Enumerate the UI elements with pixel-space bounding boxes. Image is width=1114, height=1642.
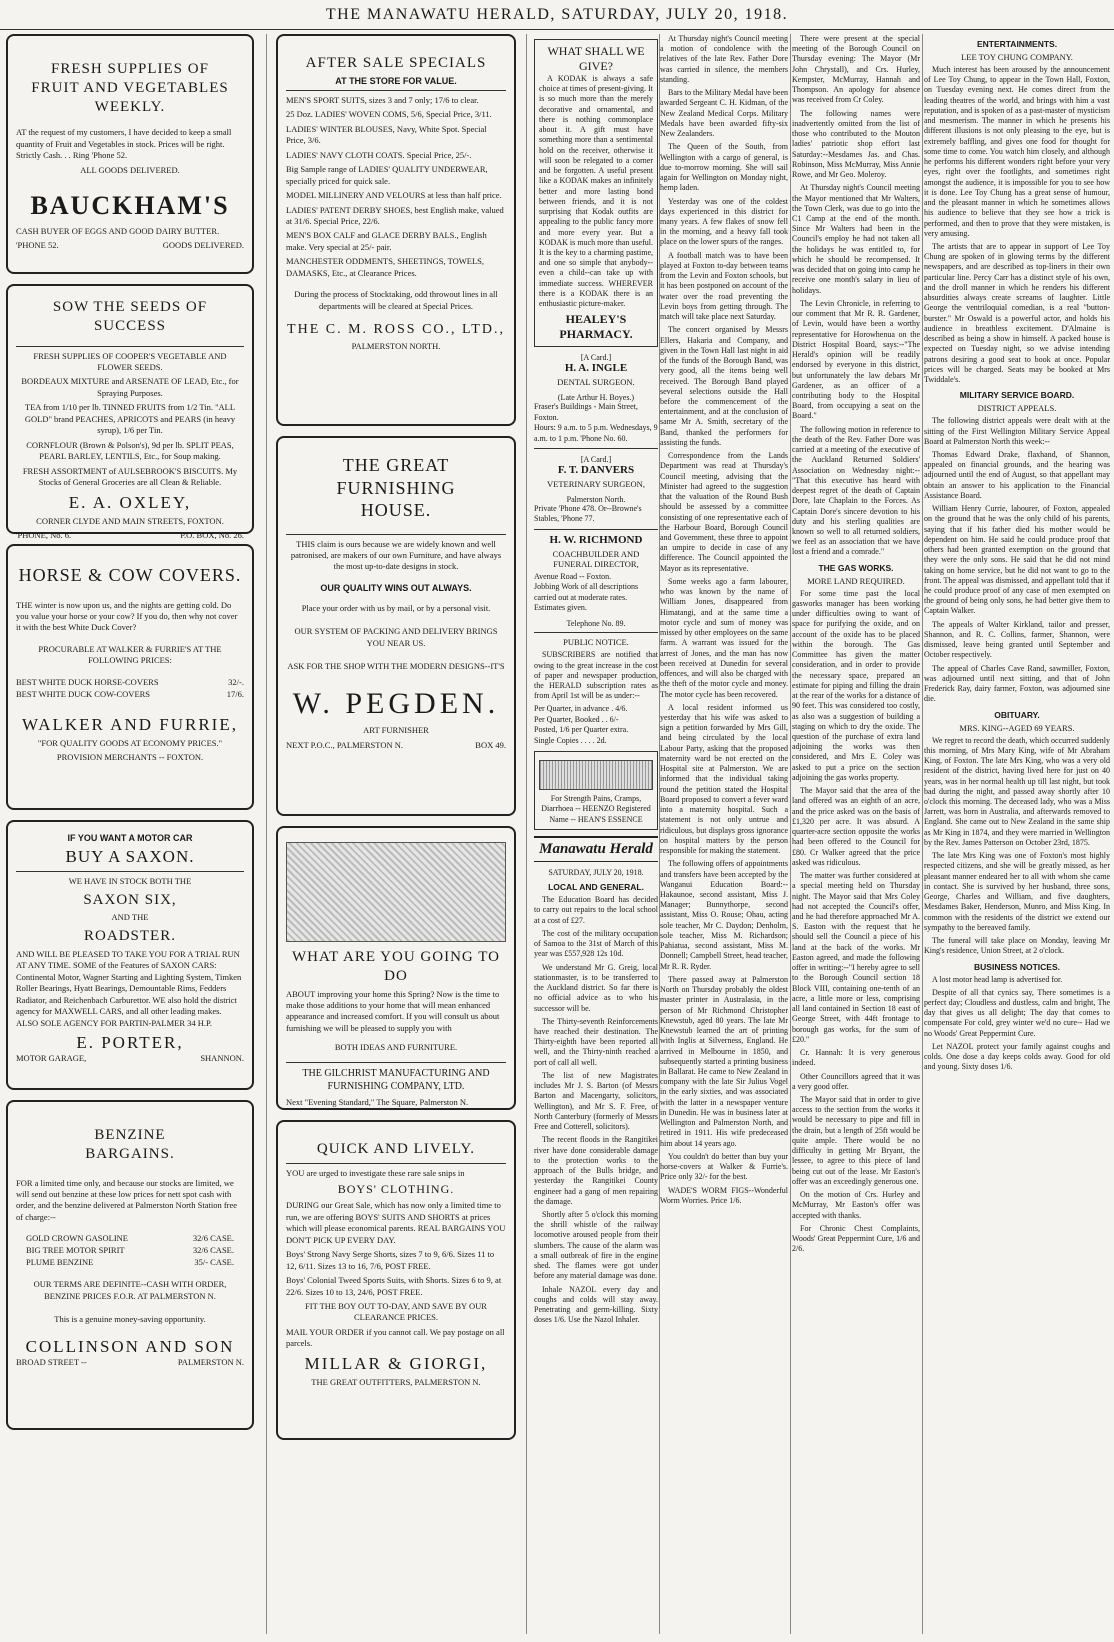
- benzine-price-2: 32/6 CASE.: [192, 1245, 234, 1256]
- pegden-ad: [276, 436, 516, 816]
- military-board-heading: MILITARY SERVICE BOARD.: [959, 390, 1075, 401]
- col5-para-4: The Levin Chronicle, in referring to our comment that Mr R. R. Gardener, of Levin, would have been a worthy representative for Horowhenua on the District Hospital Board, says:--"The Herald's opinion will be readily endorsed by everyone in this district, but unfortunately the law debars Mr Gardener, as an officer of a contributing body to the Hospital Board, from occupying a seat on the Board.": [792, 298, 920, 421]
- porter-saxon-ad: [6, 820, 254, 1090]
- oxley-phone: 'PHONE, No. 6.: [16, 530, 72, 541]
- benzine-terms: OUR TERMS ARE DEFINITE--CASH WITH ORDER, BENZINE PRICES F.O.R. AT PALMERSTON N.: [33, 1279, 227, 1301]
- local-news-4: The Thirty-seventh Reinforcements have reached their destination. The Thirty-eighth have been reported all well, and the Thirty-ninth reached a port of call all well.: [534, 1016, 658, 1067]
- covers-title: HORSE & COW COVERS.: [18, 565, 242, 585]
- fruit-title: FRESH SUPPLIES OF FRUIT AND VEGETABLES WEEKLY.: [31, 61, 229, 115]
- col4-para-6: The concert organised by Messrs Ellers, Hakaria and Company, and given in the Town Hall last night in aid of the funds of the Borough Band, was very good, all the items being well received. The Borough Band played several selections outside the Hall before the commencement of the entertainment, and at the conclusion of same Mr A. Smith, secretary of the Band, thanked the performers for assisting the funds.: [660, 325, 788, 447]
- millar-title: QUICK AND LIVELY.: [316, 1141, 476, 1157]
- richmond-trade: COACHBUILDER AND FUNERAL DIRECTOR,: [552, 548, 640, 569]
- column-1: [6, 34, 254, 1634]
- gilchrist-title: WHAT ARE YOU GOING TO DO: [292, 949, 500, 984]
- ross-line-6: MODEL MILLINERY AND VELOURS at less than half price.: [286, 190, 502, 201]
- richmond-address: Avenue Road -- Foxton.: [534, 571, 612, 581]
- porter-town: SHANNON.: [200, 1052, 244, 1063]
- col6-para-3: The following district appeals were dealt with at the sitting of the First Wellington Military Service Appeal Board at Palmerston North this week:--: [924, 416, 1110, 446]
- ross-line-9: MANCHESTER ODDMENTS, SHEETINGS, TOWELS, DAMASKS, Etc., at Clearance Prices.: [286, 256, 485, 278]
- ross-line-3: LADIES' WINTER BLOUSES, Navy, White Spot. Special Price, 3/6.: [286, 123, 487, 146]
- porter-garage: MOTOR GARAGE,: [16, 1052, 87, 1063]
- millar-name: MILLAR & GIORGI,: [304, 1353, 488, 1373]
- col6-para-5: William Henry Currie, labourer, of Foxton, appealed on the ground that he was the only child of his parents, saying that if his father died his mother would be dependent on him. He said he could produce proof that others had been granted exemption on the ground that they were the only sons. He said that he did not mind taking on home service, but he did not want to go to the front. The appeal was dismissed, and appellant told that if he could produce proof of any case of men exempted on the ground of being only sons, he had better give them to Captain Walker.: [924, 504, 1110, 616]
- col5-para-9: Cr. Hannah: It is very generous indeed.: [792, 1048, 920, 1068]
- danvers-name: F. T. DANVERS: [557, 463, 635, 476]
- covers-price-2: 17/6.: [226, 688, 244, 699]
- col5-para-7: The Mayor said that the area of the land offered was an eighth of an acre, and the price asked was on the basis of £1,320 per acre. It was absurd. A quarter-acre section opposite the works had been offered to the Council for £80. Cr Walker agreed that the price asked was ridiculous.: [792, 786, 920, 867]
- gilchrist-name: THE GILCHRIST MANUFACTURING AND FURNISHING COMPANY, LTD.: [302, 1067, 490, 1093]
- column-5: [792, 34, 920, 1634]
- pegden-quality: OUR QUALITY WINS OUT ALWAYS.: [320, 582, 472, 593]
- column-6: [924, 34, 1110, 1634]
- millar-giorgi-ad: [276, 1120, 516, 1440]
- bauckham-phone: 'PHONE 52.: [16, 240, 59, 251]
- ingle-card-label: [A Card.]: [580, 353, 612, 363]
- millar-tag: THE GREAT OUTFITTERS, PALMERSTON N.: [311, 1376, 481, 1387]
- pegden-address: NEXT P.O.C., PALMERSTON N.: [286, 739, 403, 750]
- oxley-box: P.O. BOX, No. 26.: [180, 530, 244, 541]
- covers-price-1: 32/-.: [228, 676, 244, 687]
- millar-fit: FIT THE BOY OUT TO-DAY, AND SAVE BY OUR CLEARANCE PRICES.: [305, 1300, 487, 1323]
- benzine-price-3: 35/- CASE.: [194, 1257, 234, 1268]
- col4-para-11: There passed away at Palmerston North on Thursday probably the oldest master printer in Australasia, in the person of Mr Richmond Christopher Knewstub, aged 80 years. The late Mr Knewstub learned the art of printing with Inglis at Silverness, England. He arrived in Melbourne in 1850, and subsequently started a printing business in Ballarat. He came to New Zealand in company with the late Sir Julius Vogel in the early sixties, and was associated with the latter in a newspaper venture in Dunedin. He was in business later at Wellington and Palmerston North, and retired in 1911. His wife predeceased him about 14 years ago.: [660, 974, 788, 1148]
- seeds-title: SOW THE SEEDS OF SUCCESS: [52, 299, 208, 334]
- obituary-heading: OBITUARY.: [994, 709, 1040, 720]
- masthead: THE MANAWATU HERALD, SATURDAY, JULY 20, 1918.: [0, 0, 1114, 30]
- col6-para-9: The late Mrs King was one of Foxton's most highly respected citizens, and she will be greatly missed, as her pleasant manner endeared her to all with whom she came in contact. She is survived by her husband, three sons, George, Charles and William, and five daughters, Mesdames Baker, Henderson, Munro, and Miss King. In common with the residents of the district we extend our sympathy to the bereaved family.: [924, 851, 1110, 932]
- fruit-delivered: ALL GOODS DELIVERED.: [80, 164, 180, 175]
- col6-para-10: The funeral will take place on Monday, leaving Mr King's residence, Union Street, at 2 o'clock.: [924, 936, 1110, 956]
- collinson-street: BROAD STREET --: [16, 1357, 87, 1368]
- col4-para-12: You couldn't do better than buy your horse-covers at Walker & Furrie's. Price only 32/- for the best.: [660, 1151, 788, 1182]
- mrs-king-subheading: MRS. KING--AGED 69 YEARS.: [959, 722, 1075, 733]
- local-news-1: The Education Board has decided to carry out repairs to the local school at a cost of £27.: [534, 895, 658, 925]
- richmond-phone: Telephone No. 89.: [566, 619, 626, 629]
- pegden-order: Place your order with us by mail, or by a personal visit.: [301, 602, 491, 613]
- paper-flag: Manawatu Herald: [534, 836, 658, 862]
- benzine-body: FOR a limited time only, and because our stocks are limited, we will send out benzine at these low prices for nett spot cash with order, and the benzine delivered at Palmerston North Station free of charge:--: [16, 1177, 238, 1222]
- covers-item-1: BEST WHITE DUCK HORSE-COVERS: [16, 676, 159, 687]
- danvers-phone: Private 'Phone 478. Or--Browne's Stables, 'Phone 77.: [534, 503, 642, 524]
- walker-furrie-merchants: PROVISION MERCHANTS -- FOXTON.: [56, 752, 204, 763]
- col5-para-2: The following names were inadvertently omitted from the list of those who contributed to the Mouton ladies' patriotic shop effort last Saturday:--Mesdames Jas. and Chas. Robinson, Miss McMurray, Miss Annie Rowe, and Mr Geo. Moleroy.: [792, 108, 920, 180]
- ingle-late: (Late Arthur H. Boyes.): [557, 393, 635, 403]
- col5-para-11: The Mayor said that in order to give access to the section from the works it would be necessary to pipe and fill in the drain, but a length of 25ft would be quite ample. There would be no difficulty in getting Mr Bryant, the lessee, to agree to this piece of land being cut out of the lease. Mr Easton's offer was an exceedingly generous one.: [792, 1094, 920, 1186]
- gilchrist-body: ABOUT improving your home this Spring? Now is the time to make those additions to your home that will mean enhanced appearance and increased comfort. If you will consult us about furnishing we will be pleased to supply you with: [286, 988, 500, 1033]
- porter-name: E. PORTER,: [76, 1032, 184, 1052]
- benzine-title-2: BARGAINS.: [85, 1145, 175, 1162]
- millar-line-2: Boys' Strong Navy Serge Shorts, sizes 7 to 9, 6/6. Sizes 11 to 12, 6/11. Sizes 13 to 16, 7/6, POST FREE.: [286, 1249, 495, 1271]
- gilchrist-both: BOTH IDEAS AND FURNITURE.: [334, 1042, 458, 1053]
- col6-para-7: The appeal of Charles Cave Rand, sawmiller, Foxton, was adjourned until next sitting, and that of John Frederick Ray, dairy farmer, Foxton, was adjourned sine die.: [924, 663, 1110, 704]
- col4-para-9: A local resident informed us yesterday that his wife was asked to sign a petition forwarded by Mrs Gill, and being circulated by the local Labour Party, asking that the proposed maternity ward be not erected on the Hospital site at Palmerston. We are informed that the individual taking round the petition stated the Hospital Board proposed to convert a fever ward into a maternity hospital. Such a statement is not only untrue and ridiculous, but displays gross ignorance on hospital matters by the person responsible for making the statement.: [660, 702, 788, 856]
- benzine-title-1: BENZINE: [94, 1127, 166, 1143]
- danvers-card-label: [A Card.]: [580, 454, 612, 464]
- bauckham-ad: [6, 34, 254, 274]
- benzine-genuine: This is a genuine money-saving opportunity.: [54, 1313, 206, 1324]
- bauckham-name: BAUCKHAM'S: [30, 191, 230, 221]
- col6-para-1: Much interest has been aroused by the announcement of Lee Toy Chung, to appear in the Town Hall, Foxton, on Tuesday evening next. He comes direct from the leading theatres of the world, and brings with him a vast reputation, and is spoken of as a past-master of mysticism and mesmerism. The manner in which he presents his different illusions is not only pleasing to the eye, but is extremely baffling, and gives one food for thought for some time to come. You watch him closely, and although he performs his different wonders right before your very eyes, right over the footlights, and sometimes right amongst the audience, it is impossible for you to see how it is done. Lee Toy Chung has a great sense of humour, and the pleasant manner in which he sometimes allows his audience to believe that they see how a trick is performed, and then to prove that they were mistaken, is very amusing.: [924, 65, 1110, 238]
- lee-toy-subheading: LEE TOY CHUNG COMPANY.: [961, 52, 1073, 62]
- local-news-6: The recent floods in the Rangitikei river have done considerable damage to the protection works to the approach of the Bulls bridge, and yesterday the Rangitikei County engineer had a gang of men repairing the damage.: [534, 1135, 658, 1206]
- ross-title: AFTER SALE SPECIALS: [305, 55, 487, 71]
- col6-para-13: Let NAZOL protect your family against coughs and colds. One dose a day keeps colds away. Good for old and young. Sixty doses 1/6.: [924, 1041, 1110, 1072]
- col6-para-4: Thomas Edward Drake, flaxhand, of Shannon, appealed on financial grounds, and the hearing was adjourned until the end of August, so that appellant may obtain an answer to his application to the Financial Assistance Board.: [924, 449, 1110, 500]
- col5-para-6: For some time past the local gasworks manager has been working under difficulties owing to want of space for purifying the oxide, and on account of the oxide has to be placed within the borough. The Gas Committee has given the matter consideration, and in order to provide the necessary space, prepared an estimate for piping and filling the drain at the rear of the works for a distance of 90 feet. This was considered too costly, as also was a suggestion of building a staging on which to dry the oxide. The question of the purchase of extra land adjoining the works was then considered, and Mrs E. Coley was asked to put a price on the section adjoining the gas works property.: [792, 588, 920, 782]
- pegden-box: BOX 49.: [475, 739, 506, 750]
- district-appeals-subheading: DISTRICT APPEALS.: [977, 403, 1057, 414]
- benzine-item-3: PLUME BENZINE: [26, 1257, 94, 1268]
- col4-para-7: Correspondence from the Lands Department was read at Thursday's Council meeting, advising that the Minister had agreed to the suggestion that the valuation of the Round Bush should be assessed by a committee consisting of one representative each of the Harbour Board, Borough Council and Government, these three to appoint an umpire to decide in case of any difference. The Council appointed the Mayor as its representative.: [660, 451, 788, 573]
- column-4: [660, 34, 788, 1634]
- entertainments-heading: ENTERTAINMENTS.: [976, 39, 1058, 49]
- col4-para-10: The following offers of appointments and transfers have been accepted by the Wanganui Education Board:--Hakaunoe, second assistant, Miss J. Manager; Bunnythorpe, second assistant, Miss O. Rouse; Ohau, acting sole teacher, Mr C. Daydon; Denholm, sole teacher, Miss M. Richardson; Pahiatua, second assistant, Miss M. Donnell; Campbell Street, head teacher, Mr R. R. Ryder.: [660, 859, 788, 971]
- ross-name: THE C. M. ROSS CO., LTD.,: [287, 322, 505, 338]
- benzine-item-2: BIG TREE MOTOR SPIRIT: [26, 1245, 125, 1256]
- pegden-system: OUR SYSTEM OF PACKING AND DELIVERY BRINGS YOU NEAR US.: [294, 626, 498, 648]
- seeds-body-5: FRESH ASSORTMENT of AULSEBROOK'S BISCUITS. My Stocks of General Groceries are all Clean & Reliable.: [22, 465, 238, 488]
- gilchrist-address: Next "Evening Standard," The Square, Palmerston N.: [286, 1096, 469, 1107]
- richmond-body: Jobbing Work of all descriptions carried out at moderate rates. Estimates given.: [534, 582, 639, 612]
- seeds-body-1: FRESH SUPPLIES OF COOPER'S VEGETABLE AND FLOWER SEEDS.: [33, 350, 227, 372]
- col4-para-5: A football match was to have been played at Foxton to-day between teams from the Levin and Foxton schools, but it has been postponed on account of the water over the road preventing the Levin boys from getting through. The match will take place next Saturday.: [660, 250, 788, 322]
- col4-para-8: Some weeks ago a farm labourer, who was known by the name of William Jones, disappeared from Himatangi, and at the same time a motor cycle and sum of money was missed by other employees on the same farm. A warrant was issued for the arrest of Jones, and the man has now been received at Dunedin for several offences, and will also be charged with the theft of the motor cycle and money. The motor cycle has been recovered.: [660, 576, 788, 699]
- col5-para-13: For Chronic Chest Complaints, Woods' Great Peppermint Cure, 1/6 and 2/6.: [792, 1223, 920, 1254]
- danvers-trade: VETERINARY SURGEON,: [547, 478, 645, 489]
- column-3: [534, 34, 658, 1634]
- notice-rate-3: Posted, 1/6 per Quarter extra.: [534, 725, 629, 735]
- heenzo-text: For Strength Pains, Cramps, Diarrhoea -- HEENZO Registered Name -- HEAN'S ESSENCE: [541, 794, 651, 824]
- local-news-2: The cost of the military occupation of Samoa to the 31st of March of this year was £557,928 12s 10d.: [534, 928, 658, 959]
- column-2: [276, 34, 516, 1634]
- col4-para-1: At Thursday night's Council meeting a motion of condolence with the relatives of the late Rev. Father Dore was carried in silence, the members standing.: [660, 34, 788, 84]
- col6-para-11: A lost motor head lamp is advertised for.: [932, 974, 1063, 984]
- col6-para-2: The artists that are to appear in support of Lee Toy Chung are spoken of in glowing terms by the different newspapers, and are described as top-liners in their own particular line. Percy Carr has a distinct style of his own, and the droll manner in which he renders his different absurdities always create screams of laughter. Little George the ventriloquial comedian, is a real "button-burster." Mr Oswald is a powerful actor, and holds his audience in breathless excitement. D'Almaine is described as being a show in himself. A packed house is expected on Tuesday night, so we advise intending patrons desiring a good seat to book at once. Popular prices will be charged. Seats may be booked at Mrs Twiddale's.: [924, 241, 1110, 385]
- ross-line-4: LADIES' NAVY CLOTH COATS. Special Price, 25/-.: [286, 149, 472, 160]
- local-news-3: We understand Mr G. Greig, local stationmaster, is to be transferred to the Auckland district. So far there is no official advice as to who his successor will be.: [534, 962, 658, 1013]
- heenzo-bottle-image: [539, 760, 653, 790]
- pegden-ask: ASK FOR THE SHOP WITH THE MODERN DESIGNS--IT'S: [287, 661, 505, 672]
- collinson-ad: [6, 1100, 254, 1430]
- more-land-subheading: MORE LAND REQUIRED.: [807, 575, 905, 586]
- col6-para-12: Despite of all that cynics say, There sometimes is a perfect day; Cloudless and dustless, calm and bright, The day that gives us all delight; The day that comes to compensate For cold, grey winter we'd no cure-- Had we no Woods' Great Peppermint Cure.: [924, 987, 1110, 1038]
- heenzo-ad: [534, 751, 658, 830]
- collinson-name: COLLINSON AND SON: [25, 1337, 235, 1357]
- ross-sub: AT THE STORE FOR VALUE.: [335, 75, 457, 86]
- benzine-item-1: GOLD CROWN GASOLINE: [26, 1233, 128, 1244]
- kodak-body: A KODAK is always a safe choice at times of present-giving. It is so much more than the merely decorative and ornamental, and there is nothing commonplace about it. A gift must have something more than a sentimental hold on the receiver, otherwise it will soon be relegated to a corner and be forgotten. A useful present like a KODAK makes an infinitely better and more lasting bond between friends, and it is not surprising that Kodak outfits are appealing to the public fancy more and more every year. But a KODAK is much more than useful. It is the key to a charming pastime, and one so simple that anybody--even a child--can take up with immediate success. WHEREVER there is a KODAK there is an enthusiastic picture-maker.: [539, 74, 653, 309]
- gas-works-heading: THE GAS WORKS.: [818, 562, 894, 573]
- saxon-pre: IF YOU WANT A MOTOR CAR: [67, 833, 193, 843]
- saxon-six: SAXON SIX,: [83, 891, 177, 908]
- healey-name: HEALEY'S PHARMACY.: [559, 312, 633, 342]
- col6-para-6: The appeals of Walter Kirkland, tailor and presser, Shannon, and R. C. Collins, farmer, Shannon, were dismissed, leave being granted until September and October respectively.: [924, 619, 1110, 660]
- col5-para-5: The following motion in reference to the death of the Rev. Father Dore was carried at a meeting of the executive of the Auckland Returned Soldiers' Association on Wednesday night:--"That this executive has heard with deepest regret of the death of Captain Dore, late Chaplain to the Forces. As Captain Dore's sincere devotion to his duty and his sterling qualities are known so well to all returned soldiers, we feel as an association that we have lost a friend and a comrade.": [792, 424, 920, 557]
- col5-para-1: There were present at the special meeting of the Borough Council on Thursday evening: The Mayor (Mr John Chrystall), and Crs. Hurley, Kempster, McMurray, Hannah and Thompson. An apology for absence was received from Cr Coley.: [792, 34, 920, 105]
- collinson-town: PALMERSTON N.: [177, 1357, 244, 1368]
- saxon-body: AND WILL BE PLEASED TO TAKE YOU FOR A TRIAL RUN AT ANY TIME. SOME of the Features of SAXON CARS: Continental Motor, Wagner Starting and Lighting System, Timken Roller Bearings, Hyatt Bearings, Demountable Rims, Fedders Radiator, and Reichenbach Carburettor. WE also hold the district agency for MAXWELL CARS, and all other leading makes. ALSO SOLE AGENCY FOR PARTIN-PALMER 34 H.P.: [16, 948, 242, 1028]
- local-news-7: Shortly after 5 o'clock this morning the shrill whistle of the railway locomotive aroused people from their slumbers. The cause of the alarm was a small outbreak of fire in the engine shed. The flames were got under before any material damage was done.: [534, 1210, 658, 1281]
- pegden-title: THE GREAT FURNISHING HOUSE.: [336, 455, 456, 520]
- col4-para-4: Yesterday was one of the coldest days experienced in this district for many years. A few flakes of snow fell in the morning, and a heavy fall took place on the lower spurs of the ranges.: [660, 196, 788, 247]
- saxon-title: BUY A SAXON.: [65, 847, 195, 866]
- gilchrist-ad: [276, 826, 516, 1110]
- millar-line-1: DURING our Great Sale, which has now only a limited time to run, we are offering BOYS' SUITS AND SHORTS at prices which will please economical parents. REAL BARGAINS YOU DON'T PICK UP EVERY DAY.: [286, 1200, 506, 1245]
- seeds-body-3: TEA from 1/10 per lb. TINNED FRUITS from 1/2 Tin. "ALL GOLD" brand PEACHES, APRICOTS and PEARS (in heavy syrup), 1/6 per Tin.: [24, 402, 236, 436]
- saxon-and: AND THE: [111, 912, 149, 923]
- business-notices-heading: BUSINESS NOTICES.: [974, 961, 1060, 972]
- benzine-price-1: 32/6 CASE.: [192, 1233, 234, 1244]
- col5-para-8: The matter was further considered at a special meeting held on Thursday night. The Mayor said that Mrs Coley had not accepted the Council's offer, and he had therefore approached Mr A. S. Easton with the request that he should sell the Council a piece of his land at the back of the works. Mr Easton agreed, and made the following offer in writing:--"I hereby agree to sell to the Borough Council section 18 Block VIII, containing one-tenth of an acre, a little more or less, comprising all land contained in Section 18 east of George Street, with 44ft frontage to borough gas works, for the sum of £20.": [792, 871, 920, 1044]
- kodak-title: WHAT SHALL WE GIVE?: [547, 44, 645, 73]
- ingle-trade: DENTAL SURGEON.: [557, 377, 635, 388]
- paper-date: SATURDAY, JULY 20, 1918.: [548, 868, 644, 878]
- saxon-stock: WE HAVE IN STOCK BOTH THE: [68, 876, 192, 887]
- kodak-ad: [534, 39, 658, 347]
- saxon-roadster: ROADSTER.: [84, 927, 176, 944]
- seeds-body-2: BORDEAUX MIXTURE and ARSENATE OF LEAD, Etc., for Spraying Purposes.: [21, 376, 239, 398]
- notice-title: PUBLIC NOTICE.: [563, 637, 629, 648]
- pegden-trade: ART FURNISHER: [363, 725, 429, 736]
- col4-para-2: Bars to the Military Medal have been awarded Sergeant C. H. Kidman, of the New Zealand Medical Corps. Military Medals have been awarded fifty-six New Zealanders.: [660, 88, 788, 139]
- furniture-illustration: [286, 842, 506, 942]
- ingle-address: Fraser's Buildings - Main Street, Foxton.: [534, 402, 638, 422]
- notice-rate-1: Per Quarter, in advance . 4/6.: [534, 704, 628, 714]
- walker-furrie-name: WALKER AND FURRIE,: [22, 714, 238, 734]
- col4-para-3: The Queen of the South, from Wellington with a cargo of general, is due to-morrow morning. She will sail again for Wellington on Monday night, hemp laden.: [660, 142, 788, 193]
- ross-line-1: MEN'S SPORT SUITS, sizes 3 and 7 only; 17/6 to clear.: [286, 94, 479, 105]
- fruit-body: AT the request of my customers, I have decided to keep a small quantity of Fruit and Vegetables in stock. Prices will be right. Strictly Cash. . . Ring 'Phone 52.: [16, 127, 232, 161]
- pegden-name: W. PEGDEN.: [292, 686, 500, 720]
- walker-furrie-ad: [6, 544, 254, 810]
- ross-note: During the process of Stocktaking, odd throwout lines in all departments will be cleared at Special Prices.: [294, 289, 498, 311]
- ross-line-7: LADIES' PATENT DERBY SHOES, best English make, valued at 31/6. Special Price, 22/6.: [286, 204, 504, 226]
- local-news-5: The list of new Magistrates includes Mr J. S. Barton (of Messrs Barton and Macengarty, solicitors, Wellington), and Mr S. F. Free, of North Canterbury (formerly of Messrs Free and Cotterell, solicitors).: [534, 1070, 658, 1132]
- ingle-name: H. A. INGLE: [564, 362, 628, 375]
- millar-body: YOU are urged to investigate these rare sale snips in: [286, 1167, 465, 1178]
- notice-rate-4: Single Copies . . . . 2d.: [534, 735, 607, 745]
- ross-line-8: MEN'S BOX CALF and GLACE DERBY BALS., English make. Very special at 25/- pair.: [286, 230, 487, 252]
- col4-para-13: WADE'S WORM FIGS--Wonderful Worm Worries. Price 1/6.: [660, 1185, 788, 1205]
- ross-line-5: Big Sample range of LADIES' QUALITY UNDERWEAR, specially priced for quick sale.: [286, 164, 488, 186]
- bauckham-goods: GOODS DELIVERED.: [162, 240, 244, 251]
- pegden-body: THIS claim is ours because we are widely known and well patronised, are makers of our own Furniture, and have always the most up-to-date designs in stock.: [290, 538, 502, 572]
- oxley-name: E. A. OXLEY,: [68, 492, 192, 512]
- millar-clothing: BOYS' CLOTHING.: [337, 1182, 455, 1197]
- seeds-body-4: CORNFLOUR (Brown & Polson's), 9d per lb. SPLIT PEAS, PEARL BARLEY, LENTILS, Etc., for Soup making.: [26, 439, 234, 462]
- notice-rate-2: Per Quarter, Booked . . 6/-: [534, 714, 619, 724]
- ross-ad: [276, 34, 516, 426]
- col5-para-10: Other Councillors agreed that it was a very good offer.: [792, 1071, 920, 1091]
- millar-mail: MAIL YOUR ORDER if you cannot call. We pay postage on all parcels.: [286, 1326, 505, 1349]
- notice-body: SUBSCRIBERS are notified that owing to the great increase in the cost of paper and newspaper production, the HERALD subscription rates as from April 1st will be as under:--: [534, 650, 658, 701]
- bauckham-tag: CASH BUYER OF EGGS AND GOOD DAIRY BUTTER.: [16, 225, 220, 236]
- ingle-hours: Hours: 9 a.m. to 5 p.m. Wednesdays, 9 a.m. to 1 p.m. 'Phone No. 60.: [534, 423, 658, 443]
- local-news-8: Inhale NAZOL every day and coughs and colds will stay away. Penetrating and germ-killing. Sixty doses 1/6. Use the Nazol Inhaler.: [534, 1284, 658, 1325]
- local-general-heading: LOCAL AND GENERAL.: [548, 882, 644, 893]
- ross-line-2: 25 Doz. LADIES' WOVEN COMS, 5/6, Special Price, 3/11.: [286, 109, 492, 120]
- covers-item-2: BEST WHITE DUCK COW-COVERS: [16, 688, 151, 699]
- col5-para-12: On the motion of Crs. Hurley and McMurray, Mr Easton's offer was accepted with thanks.: [792, 1190, 920, 1220]
- walker-furrie-tag: "FOR QUALITY GOODS AT ECONOMY PRICES.": [37, 737, 223, 748]
- covers-procurable: PROCURABLE AT WALKER & FURRIE'S AT THE FOLLOWING PRICES:: [38, 643, 222, 666]
- col5-para-3: At Thursday night's Council meeting the Mayor mentioned that Mr Walters, the Town Clerk, was due to go into the C1 Camp at the end of the month. Since Mr Walters had been in the Council's employ he had not taken all the holidays he was entitled to, for which he should be recompensed. It was decided that on going into camp he receive one month's salary in lieu of holidays.: [792, 183, 920, 295]
- danvers-town: Palmerston North.: [566, 494, 626, 504]
- oxley-ad: [6, 284, 254, 541]
- ross-town: PALMERSTON NORTH.: [351, 341, 441, 352]
- covers-body: THE winter is now upon us, and the nights are getting cold. Do you value your horse or your cow? If you do, then why not cover it with the best White Duck Cover?: [16, 599, 238, 633]
- oxley-address: CORNER CLYDE AND MAIN STREETS, FOXTON.: [36, 515, 224, 526]
- col6-para-8: We regret to record the death, which occurred suddenly this morning, of Mrs Mary King, wife of Mr Abraham King, of Foxton. The late Mrs King, who was a very old resident of the district, having lived here for just on 40 years, was in her normal health up till last night, but took bad during the night, and passed away shortly after 10 o'clock this morning. The deceased lady, who was a Miss Jarrett, was born in Australia, and afterwards removed to England. She came out to New Zealand in the same ship as Mr King in 1874, and they were married in Wellington by the Rev. James Patterson on October 23rd, 1875.: [924, 735, 1110, 847]
- richmond-name: H. W. RICHMOND: [549, 533, 643, 546]
- millar-line-3: Boys' Colonial Tweed Sports Suits, with Shorts. Sizes 6 to 9, at 22/6. Sizes 10 to 13, 24/6, POST FREE.: [286, 1275, 502, 1297]
